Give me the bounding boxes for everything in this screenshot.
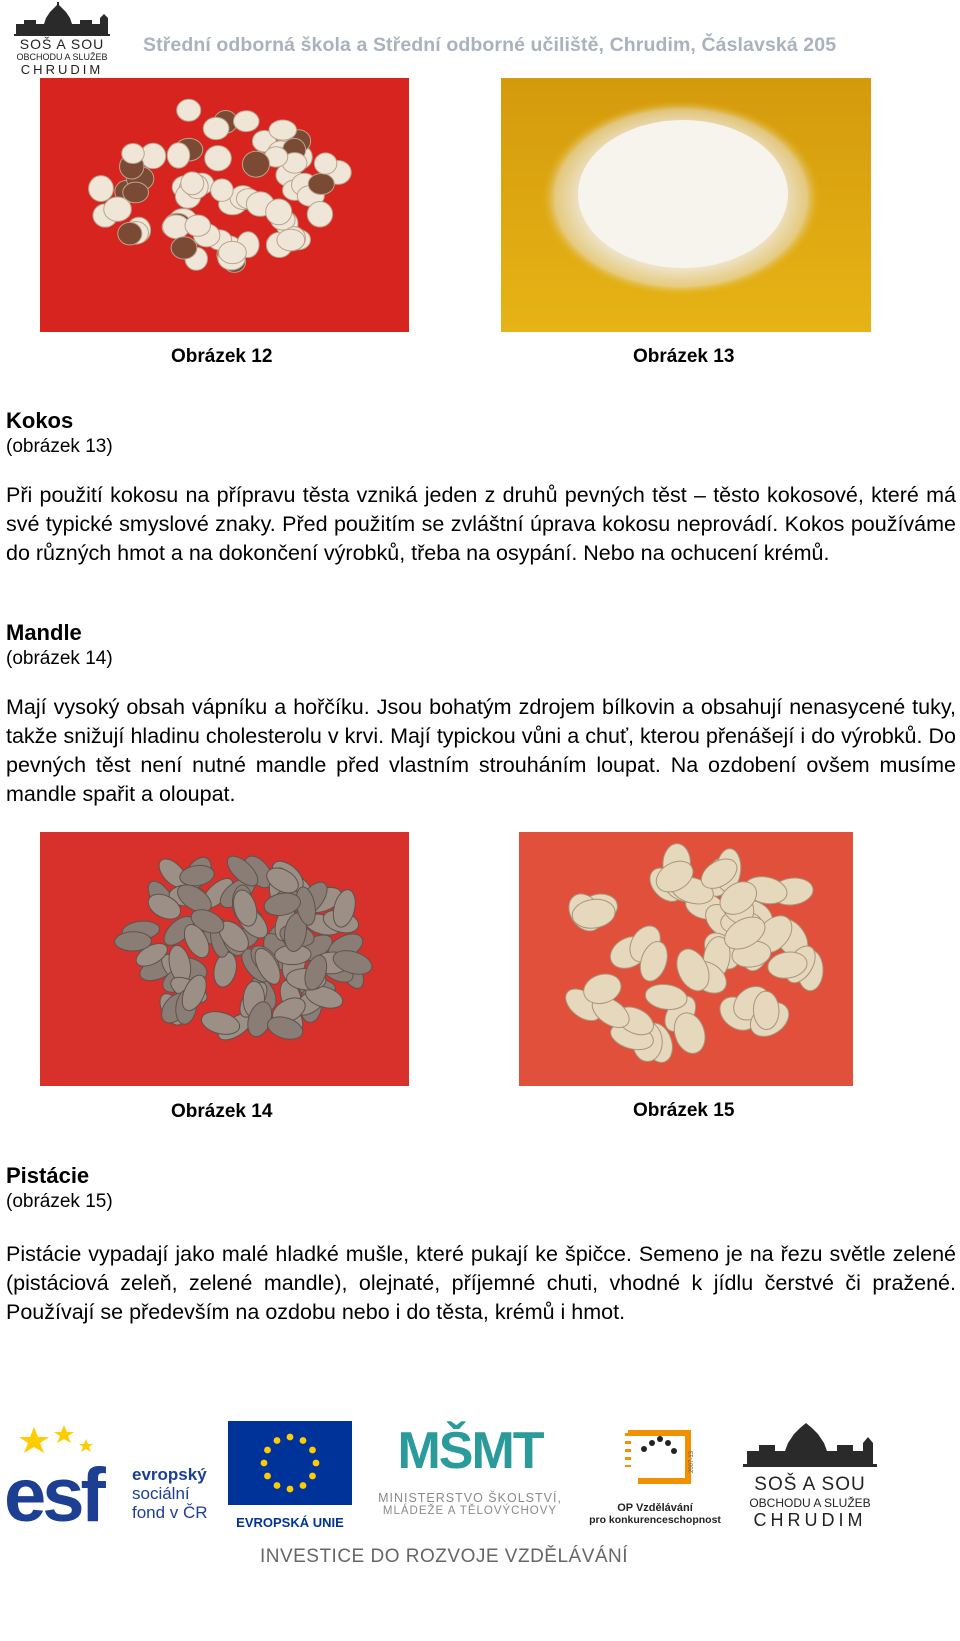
logo-line1: SOŠ A SOU: [19, 36, 105, 52]
eu-flag-icon: [228, 1421, 352, 1505]
paragraph-mandle: Mají vysoký obsah vápníku a hořčíku. Jsou bohatým zdrojem bílkovin a obsahují nenasycené tuky, takže snižují hladinu cholesterolu v krvi. Mají typickou vůni a chuť, kterou přenášejí i do výrobků. Do pevných těst není nutné mandle před vlastním strouháním loupat. Na ozdobení ovšem musíme mandle spařit a oloupat.: [6, 695, 956, 806]
eu-label: EVROPSKÁ UNIE: [236, 1515, 344, 1530]
figure-13-caption: Obrázek 13: [633, 346, 735, 367]
msmt-line1: MINISTERSTVO ŠKOLSTVÍ,: [378, 1491, 562, 1505]
msmt-logo: [360, 1421, 580, 1531]
ref-kokos: (obrázek 13): [6, 436, 113, 457]
school-logo: [6, 2, 118, 78]
esf-line1: evropský: [132, 1465, 207, 1484]
eu-logo: [228, 1421, 352, 1531]
esf-line2: sociální: [132, 1484, 190, 1503]
logo-line2: OBCHODU A SLUŽEB: [16, 52, 108, 62]
coconut-photo: [501, 78, 871, 332]
msmt-mark: MŠMT: [397, 1422, 543, 1480]
figure-14-caption: Obrázek 14: [171, 1101, 273, 1122]
school-footer-line1: SOŠ A SOU: [754, 1474, 866, 1495]
pistachio-photo: [519, 832, 853, 1086]
almond-photo: [40, 832, 409, 1086]
ref-mandle: (obrázek 14): [6, 648, 113, 669]
school-footer-line2: OBCHODU A SLUŽEB: [749, 1496, 871, 1510]
ref-pistacie: (obrázek 15): [6, 1191, 113, 1212]
heading-pistacie: Pistácie: [6, 1163, 90, 1188]
figure-15-caption: Obrázek 15: [633, 1100, 735, 1121]
castle-footer-icon: [733, 1421, 887, 1467]
logo-line3: CHRUDIM: [20, 62, 104, 77]
esf-logo: [4, 1421, 222, 1531]
school-footer-line3: CHRUDIM: [753, 1510, 867, 1530]
op-line2: pro konkurenceschopnost: [589, 1514, 721, 1526]
paragraph-pistacie: Pistácie vypadají jako malé hladké mušle, které pukají ke špičce. Semeno je na řezu světle zelené (pistáciová zeleň, zelené mandle), olejnaté, příjemné chuti, vhodné k jídlu čerstvé či pražené. Používají se především na ozdobu nebo i do těsta, krémů i hmot.: [6, 1242, 956, 1324]
figure-12-caption: Obrázek 12: [171, 346, 273, 367]
op-logo: [584, 1421, 726, 1531]
page-header-title: Střední odborná škola a Střední odborné učiliště, Chrudim, Čáslavská 205: [143, 34, 837, 56]
footer-slogan: INVESTICE DO ROZVOJE VZDĚLÁVÁNÍ: [259, 1546, 629, 1567]
castle-logo-icon: [6, 2, 118, 36]
msmt-line2: MLÁDEŽE A TĚLOVÝCHOVY: [382, 1505, 558, 1517]
school-footer-logo: [733, 1421, 887, 1531]
esf-mark: esf: [4, 1453, 102, 1531]
heading-mandle: Mandle: [6, 620, 82, 645]
paragraph-kokos: Při použití kokosu na přípravu těsta vzniká jeden z druhů pevných těst – těsto kokosové, které má své typické smyslové znaky. Před použitím se zvláštní úprava kokosu neprovádí. Kokos používáme do různých hmot a na dokončení výrobků, třeba na osypání. Nebo na ochucení krémů.: [6, 483, 956, 565]
op-line1: OP Vzdělávání: [617, 1502, 693, 1514]
esf-line3: fond v ČR: [132, 1503, 208, 1522]
hazelnut-photo: [40, 78, 409, 332]
heading-kokos: Kokos: [6, 408, 74, 433]
op-emblem-icon: [584, 1421, 726, 1493]
op-years: 2007-13: [689, 1450, 695, 1473]
